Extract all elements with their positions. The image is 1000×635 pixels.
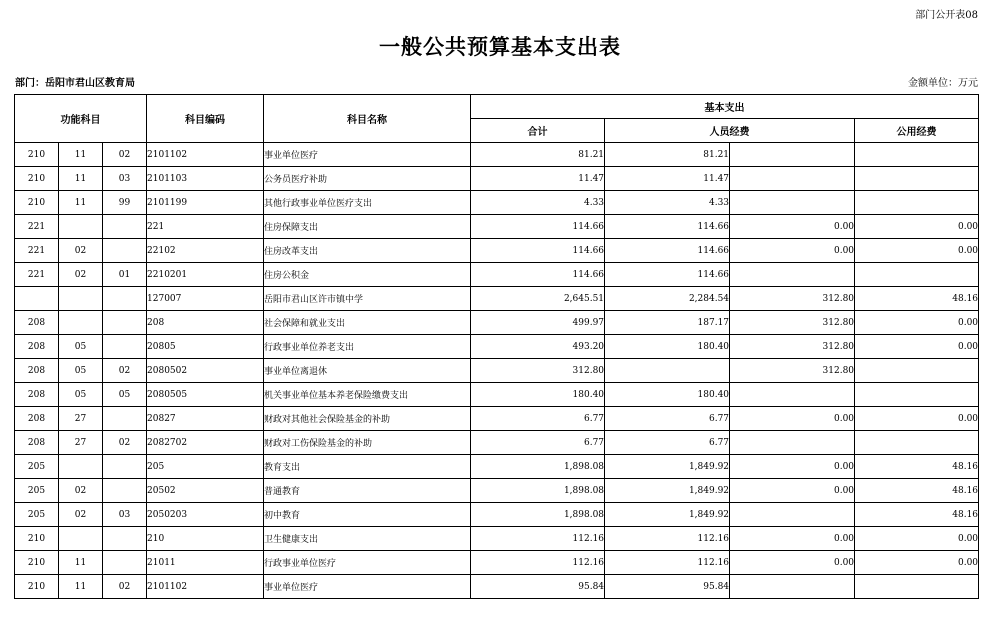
personnel-cell: 6.77 (605, 407, 730, 431)
func-subitem-cell: 03 (103, 167, 147, 191)
personnel-cell: 180.40 (605, 383, 730, 407)
subject-name-cell: 机关事业单位基本养老保险缴费支出 (264, 383, 471, 407)
personnel-public-cell: 312.80 (730, 287, 855, 311)
func-item-cell: 02 (59, 239, 103, 263)
func-item-cell: 11 (59, 575, 103, 599)
total-cell: 180.40 (471, 383, 605, 407)
func-class-cell: 208 (15, 359, 59, 383)
table-row (15, 167, 979, 191)
subject-name-cell: 教育支出 (264, 455, 471, 479)
public-cell (855, 431, 979, 455)
subject-name-cell: 行政事业单位医疗 (264, 551, 471, 575)
func-item-cell: 05 (59, 335, 103, 359)
subject-code-cell: 20502 (147, 479, 264, 503)
func-subitem-cell (103, 527, 147, 551)
subject-name-cell: 住房改革支出 (264, 239, 471, 263)
func-item-cell (59, 215, 103, 239)
subject-name-cell: 住房公积金 (264, 263, 471, 287)
public-cell (855, 167, 979, 191)
personnel-cell: 112.16 (605, 551, 730, 575)
subject-code-cell: 208 (147, 311, 264, 335)
personnel-public-cell: 0.00 (730, 551, 855, 575)
func-subitem-cell: 02 (103, 143, 147, 167)
table-row (15, 431, 979, 455)
subject-name-cell: 初中教育 (264, 503, 471, 527)
personnel-public-cell (730, 503, 855, 527)
func-item-cell (59, 455, 103, 479)
subject-code-cell: 2101102 (147, 143, 264, 167)
personnel-cell: 1,849.92 (605, 479, 730, 503)
func-item-cell: 11 (59, 191, 103, 215)
func-item-cell: 11 (59, 167, 103, 191)
unit-label: 金额单位：万元 (908, 78, 978, 89)
personnel-public-cell: 0.00 (730, 527, 855, 551)
header-basic-expenditure: 基本支出 (471, 95, 979, 119)
total-cell: 114.66 (471, 239, 605, 263)
personnel-cell: 2,284.54 (605, 287, 730, 311)
total-cell: 114.66 (471, 263, 605, 287)
total-cell: 95.84 (471, 575, 605, 599)
func-class-cell: 208 (15, 407, 59, 431)
func-class-cell: 210 (15, 575, 59, 599)
subject-name-cell: 普通教育 (264, 479, 471, 503)
total-cell: 114.66 (471, 215, 605, 239)
subject-name-cell: 公务员医疗补助 (264, 167, 471, 191)
table-number-label: 部门公开表08 (915, 10, 978, 21)
func-class-cell: 208 (15, 383, 59, 407)
subject-name-cell: 社会保障和就业支出 (264, 311, 471, 335)
personnel-public-cell: 0.00 (730, 407, 855, 431)
func-subitem-cell (103, 551, 147, 575)
subject-code-cell: 22102 (147, 239, 264, 263)
personnel-cell: 187.17 (605, 311, 730, 335)
subject-code-cell: 2101199 (147, 191, 264, 215)
personnel-cell: 114.66 (605, 215, 730, 239)
func-item-cell: 05 (59, 383, 103, 407)
total-cell: 1,898.08 (471, 503, 605, 527)
public-cell: 0.00 (855, 215, 979, 239)
total-cell: 81.21 (471, 143, 605, 167)
personnel-public-cell: 312.80 (730, 311, 855, 335)
func-class-cell: 208 (15, 335, 59, 359)
table-row (15, 311, 979, 335)
page-title: 一般公共预算基本支出表 (379, 34, 621, 59)
personnel-cell: 81.21 (605, 143, 730, 167)
public-cell (855, 263, 979, 287)
subject-code-cell: 221 (147, 215, 264, 239)
func-item-cell: 11 (59, 551, 103, 575)
department-label: 部门：岳阳市君山区教育局 (15, 78, 135, 89)
personnel-cell: 6.77 (605, 431, 730, 455)
total-cell: 6.77 (471, 407, 605, 431)
table-row (15, 551, 979, 575)
func-subitem-cell (103, 455, 147, 479)
personnel-cell: 95.84 (605, 575, 730, 599)
subject-code-cell: 2210201 (147, 263, 264, 287)
personnel-public-cell: 0.00 (730, 239, 855, 263)
public-cell: 48.16 (855, 479, 979, 503)
header-subject-name: 科目名称 (264, 95, 471, 143)
func-subitem-cell: 02 (103, 575, 147, 599)
total-cell: 1,898.08 (471, 455, 605, 479)
table-row (15, 215, 979, 239)
func-class-cell: 210 (15, 527, 59, 551)
table-row (15, 407, 979, 431)
func-subitem-cell: 02 (103, 431, 147, 455)
subject-name-cell: 卫生健康支出 (264, 527, 471, 551)
func-subitem-cell: 03 (103, 503, 147, 527)
total-cell: 11.47 (471, 167, 605, 191)
personnel-cell: 180.40 (605, 335, 730, 359)
func-subitem-cell (103, 479, 147, 503)
subject-code-cell: 20827 (147, 407, 264, 431)
public-cell (855, 191, 979, 215)
func-class-cell: 221 (15, 239, 59, 263)
table-row (15, 191, 979, 215)
func-subitem-cell (103, 287, 147, 311)
func-class-cell: 205 (15, 503, 59, 527)
func-class-cell: 210 (15, 143, 59, 167)
func-class-cell: 205 (15, 479, 59, 503)
func-subitem-cell (103, 407, 147, 431)
func-class-cell: 210 (15, 191, 59, 215)
public-cell: 0.00 (855, 407, 979, 431)
func-class-cell: 210 (15, 551, 59, 575)
subject-name-cell: 事业单位医疗 (264, 575, 471, 599)
subject-name-cell: 事业单位医疗 (264, 143, 471, 167)
table-row (15, 455, 979, 479)
func-item-cell (59, 311, 103, 335)
func-subitem-cell (103, 215, 147, 239)
personnel-public-cell (730, 143, 855, 167)
subject-name-cell: 财政对工伤保险基金的补助 (264, 431, 471, 455)
personnel-public-cell: 312.80 (730, 335, 855, 359)
public-cell: 0.00 (855, 239, 979, 263)
public-cell: 48.16 (855, 287, 979, 311)
personnel-public-cell (730, 431, 855, 455)
table-row (15, 575, 979, 599)
subject-code-cell: 2101102 (147, 575, 264, 599)
func-item-cell: 27 (59, 407, 103, 431)
personnel-cell: 1,849.92 (605, 503, 730, 527)
func-subitem-cell (103, 311, 147, 335)
func-class-cell: 208 (15, 431, 59, 455)
personnel-public-cell (730, 263, 855, 287)
table-body (15, 143, 979, 599)
func-item-cell: 02 (59, 263, 103, 287)
public-cell: 0.00 (855, 551, 979, 575)
subject-name-cell: 事业单位离退休 (264, 359, 471, 383)
personnel-public-cell (730, 191, 855, 215)
public-cell: 0.00 (855, 311, 979, 335)
func-class-cell: 210 (15, 167, 59, 191)
func-subitem-cell: 05 (103, 383, 147, 407)
func-class-cell (15, 287, 59, 311)
personnel-cell (605, 359, 730, 383)
subject-code-cell: 2050203 (147, 503, 264, 527)
total-cell: 493.20 (471, 335, 605, 359)
func-class-cell: 221 (15, 263, 59, 287)
header-subject-code: 科目编码 (147, 95, 264, 143)
total-cell: 112.16 (471, 527, 605, 551)
header-personnel: 人员经费 (605, 119, 855, 143)
expenditure-table (14, 94, 979, 599)
personnel-cell: 11.47 (605, 167, 730, 191)
table-row (15, 263, 979, 287)
personnel-public-cell: 0.00 (730, 455, 855, 479)
func-class-cell: 221 (15, 215, 59, 239)
func-subitem-cell (103, 335, 147, 359)
table-row (15, 359, 979, 383)
header-total: 合计 (471, 119, 605, 143)
func-item-cell: 02 (59, 479, 103, 503)
personnel-public-cell (730, 383, 855, 407)
public-cell (855, 383, 979, 407)
table-row (15, 479, 979, 503)
total-cell: 6.77 (471, 431, 605, 455)
table-row (15, 287, 979, 311)
personnel-cell: 114.66 (605, 239, 730, 263)
func-subitem-cell (103, 239, 147, 263)
total-cell: 312.80 (471, 359, 605, 383)
public-cell: 48.16 (855, 455, 979, 479)
personnel-cell: 112.16 (605, 527, 730, 551)
subject-name-cell: 财政对其他社会保险基金的补助 (264, 407, 471, 431)
func-subitem-cell: 01 (103, 263, 147, 287)
header-public: 公用经费 (855, 119, 979, 143)
subject-code-cell: 205 (147, 455, 264, 479)
header-func-subject: 功能科目 (15, 95, 147, 143)
func-item-cell: 27 (59, 431, 103, 455)
func-subitem-cell: 02 (103, 359, 147, 383)
public-cell: 48.16 (855, 503, 979, 527)
public-cell: 0.00 (855, 527, 979, 551)
func-item-cell: 11 (59, 143, 103, 167)
personnel-cell: 114.66 (605, 263, 730, 287)
func-item-cell (59, 527, 103, 551)
subject-code-cell: 2080505 (147, 383, 264, 407)
table-row (15, 143, 979, 167)
personnel-public-cell: 312.80 (730, 359, 855, 383)
table-row (15, 527, 979, 551)
table-row (15, 335, 979, 359)
total-cell: 112.16 (471, 551, 605, 575)
subject-code-cell: 2082702 (147, 431, 264, 455)
personnel-cell: 1,849.92 (605, 455, 730, 479)
subject-code-cell: 127007 (147, 287, 264, 311)
total-cell: 2,645.51 (471, 287, 605, 311)
subject-code-cell: 2080502 (147, 359, 264, 383)
public-cell (855, 143, 979, 167)
subject-name-cell: 住房保障支出 (264, 215, 471, 239)
table-row (15, 383, 979, 407)
subject-code-cell: 210 (147, 527, 264, 551)
table-row (15, 239, 979, 263)
personnel-public-cell (730, 167, 855, 191)
func-class-cell: 205 (15, 455, 59, 479)
func-item-cell (59, 287, 103, 311)
total-cell: 1,898.08 (471, 479, 605, 503)
func-subitem-cell: 99 (103, 191, 147, 215)
subject-code-cell: 20805 (147, 335, 264, 359)
func-item-cell: 02 (59, 503, 103, 527)
personnel-public-cell: 0.00 (730, 215, 855, 239)
total-cell: 4.33 (471, 191, 605, 215)
public-cell: 0.00 (855, 335, 979, 359)
public-cell (855, 359, 979, 383)
func-item-cell: 05 (59, 359, 103, 383)
personnel-cell: 4.33 (605, 191, 730, 215)
subject-name-cell: 岳阳市君山区许市镇中学 (264, 287, 471, 311)
personnel-public-cell: 0.00 (730, 479, 855, 503)
subject-name-cell: 其他行政事业单位医疗支出 (264, 191, 471, 215)
table-row (15, 503, 979, 527)
personnel-public-cell (730, 575, 855, 599)
total-cell: 499.97 (471, 311, 605, 335)
subject-name-cell: 行政事业单位养老支出 (264, 335, 471, 359)
public-cell (855, 575, 979, 599)
subject-code-cell: 2101103 (147, 167, 264, 191)
func-class-cell: 208 (15, 311, 59, 335)
subject-code-cell: 21011 (147, 551, 264, 575)
